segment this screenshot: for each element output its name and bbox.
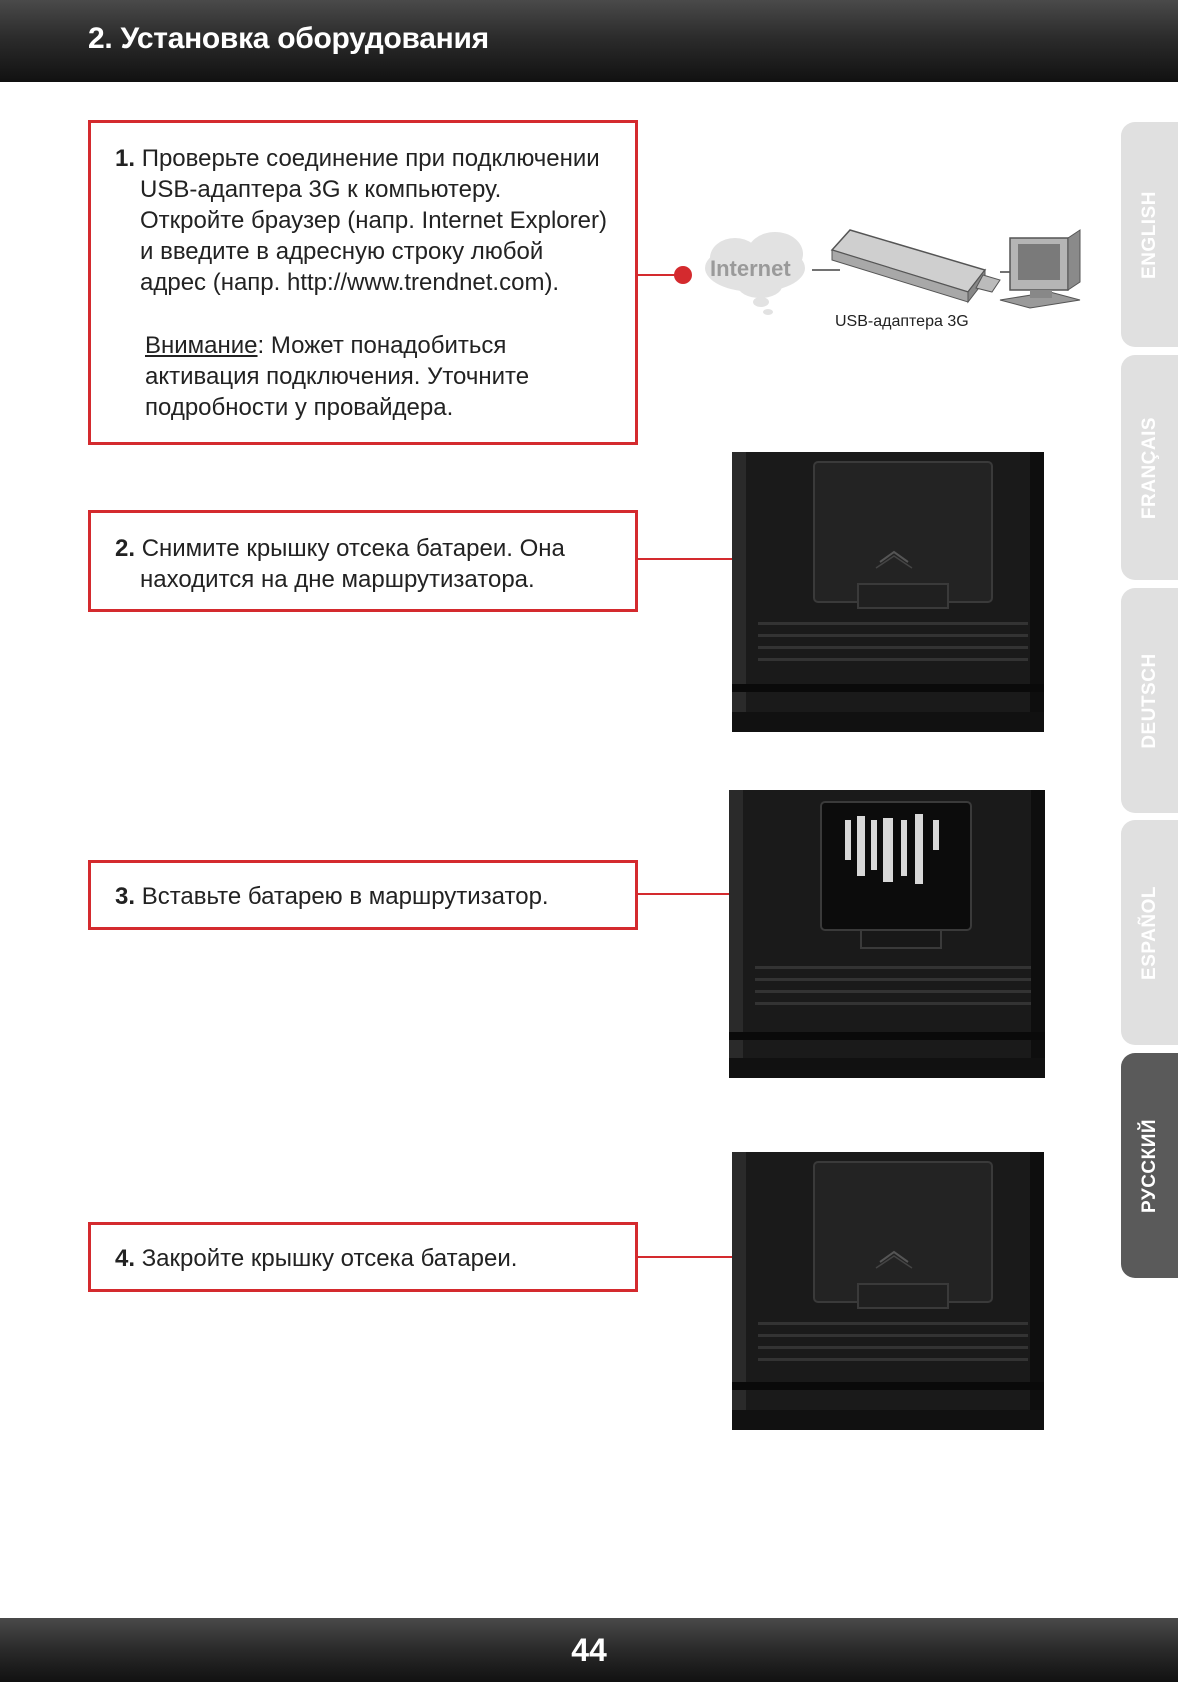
- tab-francais-label: FRANÇAIS: [1138, 416, 1160, 519]
- step-2-box: [88, 510, 638, 612]
- step-3-box: [88, 860, 638, 930]
- page-title: 2. Установка оборудования: [88, 22, 489, 55]
- step-4-number: 4.: [115, 1245, 136, 1272]
- step-1-text: 1. Проверьте соединение при подключении USB-адаптера 3G к компьютеру. Откройте браузер (напр. Internet Explorer) и введите в адресную строку любой адрес (напр. http://www.trendnet.com).: [115, 145, 607, 296]
- usb-adapter-icon: [832, 230, 1000, 302]
- tab-english[interactable]: [1121, 122, 1178, 347]
- note-label: Внимание: [145, 332, 258, 359]
- router-cover-closed-photo: [728, 1152, 1048, 1430]
- step-4-text: 4. Закройте крышку отсека батареи.: [115, 1245, 518, 1272]
- step-1-dot: [674, 266, 692, 284]
- step-3-text: 3. Вставьте батарею в маршрутизатор.: [115, 883, 549, 910]
- tab-deutsch[interactable]: [1121, 588, 1178, 813]
- page-header: [0, 0, 1178, 82]
- cloud-label: Internet: [710, 256, 791, 281]
- step-3-number: 3.: [115, 883, 136, 910]
- tab-francais[interactable]: [1121, 355, 1178, 580]
- tab-espanol[interactable]: [1121, 820, 1178, 1045]
- tab-deutsch-label: DEUTSCH: [1138, 652, 1160, 749]
- step-4-box: [88, 1222, 638, 1292]
- tab-russian[interactable]: [1121, 1053, 1178, 1278]
- step-1-number: 1.: [115, 145, 136, 172]
- tab-espanol-label: ESPAÑOL: [1138, 885, 1160, 980]
- step-2-number: 2.: [115, 535, 136, 562]
- tab-english-label: ENGLISH: [1138, 190, 1160, 279]
- connection-diagram: [700, 220, 1100, 340]
- router-battery-photo: [725, 790, 1049, 1078]
- page-number: 44: [571, 1632, 607, 1668]
- page-footer: [0, 1618, 1178, 1682]
- computer-icon: [1000, 230, 1080, 308]
- tab-russian-label: РУССКИЙ: [1138, 1118, 1160, 1213]
- step-1-note: Внимание: Может понадобиться активация подключения. Уточните подробности у провайдера.: [145, 332, 530, 421]
- step-1-box: [88, 120, 638, 445]
- step-2-text: 2. Снимите крышку отсека батареи. Она находится на дне маршрутизатора.: [115, 535, 565, 593]
- router-cover-closed-photo: [728, 452, 1048, 732]
- adapter-label: USB-адаптера 3G: [835, 313, 969, 330]
